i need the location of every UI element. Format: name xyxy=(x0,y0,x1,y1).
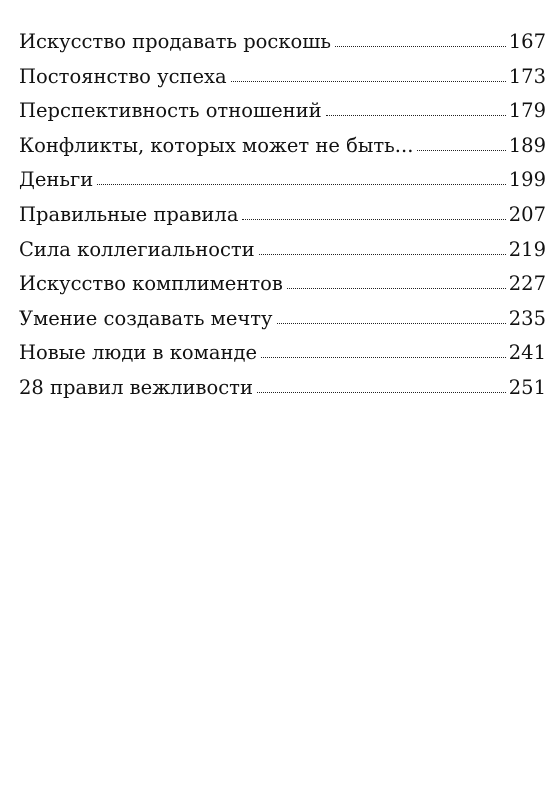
dot-leader xyxy=(257,391,506,393)
toc-entry-title: Постоянство успеха xyxy=(19,64,227,88)
dot-leader xyxy=(242,218,505,220)
toc-entry xyxy=(19,336,546,371)
toc-entry-page: 207 xyxy=(508,202,546,226)
toc-entry xyxy=(19,233,546,268)
toc-entry xyxy=(19,198,546,233)
toc-entry-title: Новые люди в команде xyxy=(19,341,257,365)
dot-leader xyxy=(261,356,506,358)
toc-entry-page: 241 xyxy=(508,341,546,365)
toc-entry xyxy=(19,267,546,302)
dot-leader xyxy=(335,45,506,47)
dot-leader xyxy=(287,287,506,289)
toc-entry-title: Умение создавать мечту xyxy=(19,306,273,330)
toc-entry-page: 219 xyxy=(508,237,546,261)
toc-entry-page: 189 xyxy=(508,133,546,157)
toc-entry xyxy=(19,129,546,164)
toc-entry-page: 173 xyxy=(508,64,546,88)
toc-entry-title: Перспективность отношений xyxy=(19,99,322,123)
toc-entry xyxy=(19,371,546,406)
dot-leader xyxy=(259,253,506,255)
toc-entry-title: Конфликты, которых может не быть... xyxy=(19,133,414,157)
toc-entry-title: 28 правил вежливости xyxy=(19,375,253,399)
dot-leader xyxy=(277,322,506,324)
toc-entry-page: 167 xyxy=(508,30,546,53)
toc-entry-title: Искусство продавать роскошь xyxy=(19,30,332,53)
toc-entry xyxy=(19,25,546,60)
table-of-contents xyxy=(19,25,546,406)
dot-leader xyxy=(417,149,505,151)
toc-entry-title: Правильные правила xyxy=(19,202,239,226)
dot-leader xyxy=(231,80,506,82)
toc-entry-title: Деньги xyxy=(19,168,94,192)
toc-entry-title: Сила коллегиальности xyxy=(19,237,255,261)
dot-leader xyxy=(326,114,506,116)
toc-entry xyxy=(19,60,546,95)
dot-leader xyxy=(97,183,506,185)
toc-entry-page: 251 xyxy=(508,375,546,399)
toc-entry-page: 235 xyxy=(508,306,546,330)
toc-entry-title: Искусство комплиментов xyxy=(19,272,283,296)
toc-entry xyxy=(19,163,546,198)
toc-entry xyxy=(19,94,546,129)
toc-entry-page: 199 xyxy=(508,168,546,192)
toc-entry-page: 227 xyxy=(508,272,546,296)
toc-entry-page: 179 xyxy=(508,99,546,123)
toc-entry xyxy=(19,302,546,337)
